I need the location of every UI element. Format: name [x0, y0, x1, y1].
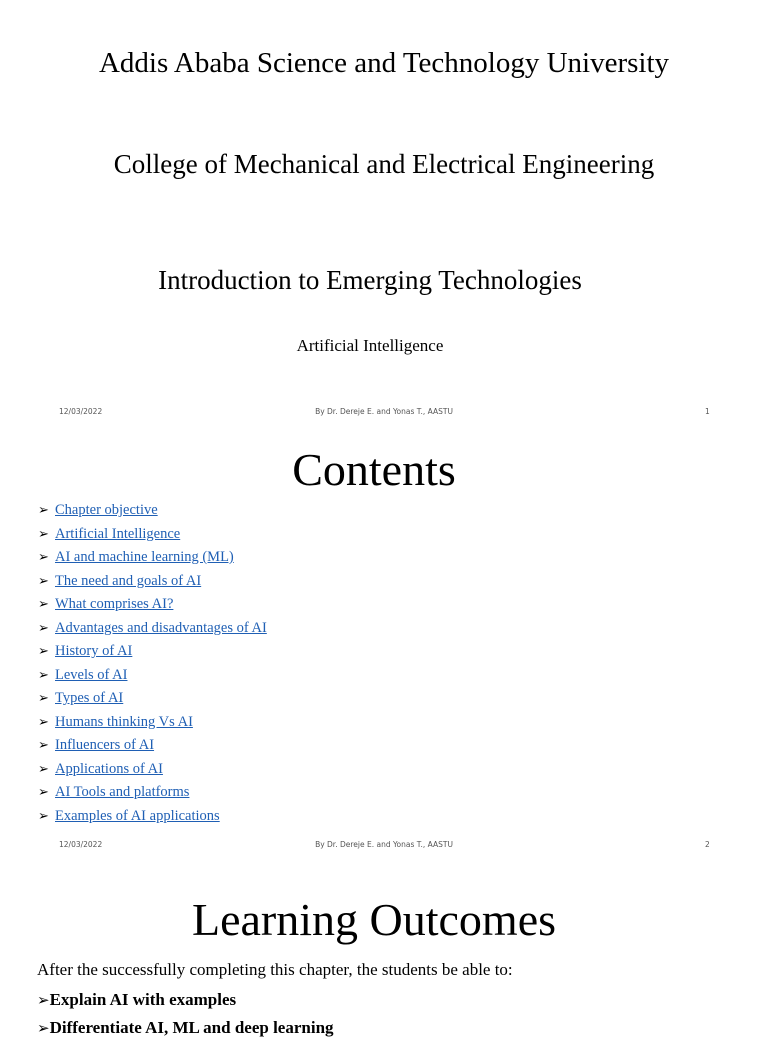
slide-footer [0, 840, 768, 854]
contents-item [38, 782, 267, 806]
learning-outcomes-title: Learning Outcomes [191, 894, 557, 945]
contents-link[interactable]: Types of AI [55, 690, 124, 706]
learning-outcome-text: Explain AI with examples [49, 990, 237, 1009]
contents-link[interactable]: What comprises AI? [55, 596, 174, 612]
contents-item [38, 759, 267, 783]
arrow-bullet-icon: ➢ [38, 785, 49, 800]
learning-outcome-item [37, 986, 334, 1014]
contents-link[interactable]: Influencers of AI [55, 737, 155, 753]
contents-item [38, 688, 267, 712]
arrow-bullet-icon: ➢ [38, 644, 49, 659]
contents-item [38, 735, 267, 759]
contents-title: Contents [292, 444, 456, 495]
contents-link[interactable]: History of AI [55, 643, 133, 659]
arrow-bullet-icon: ➢ [38, 691, 49, 706]
arrow-bullet-icon: ➢ [37, 991, 50, 1009]
arrow-bullet-icon: ➢ [38, 667, 49, 683]
arrow-bullet-icon: ➢ [38, 526, 49, 542]
footer-date: 12/03/2022 [59, 840, 103, 849]
arrow-bullet-icon: ➢ [38, 761, 49, 777]
contents-item [38, 547, 267, 571]
footer-date: 12/03/2022 [59, 407, 103, 416]
contents-link[interactable]: Levels of AI [55, 666, 128, 683]
learning-outcomes-list [37, 986, 334, 1042]
footer-author: By Dr. Dereje E. and Yonas T., AASTU [315, 840, 453, 849]
course-title: Introduction to Emerging Technologies [158, 265, 582, 295]
arrow-bullet-icon: ➢ [37, 1019, 50, 1037]
arrow-bullet-icon: ➢ [38, 808, 49, 824]
page-number: 2 [705, 840, 710, 849]
contents-item [38, 500, 267, 524]
contents-link[interactable]: Examples of AI applications [55, 807, 220, 824]
arrow-bullet-icon: ➢ [38, 714, 49, 730]
contents-list [38, 500, 267, 829]
contents-link[interactable]: The need and goals of AI [55, 572, 202, 589]
page-number: 1 [705, 407, 710, 416]
contents-item [38, 618, 267, 642]
contents-link[interactable]: Artificial Intelligence [55, 525, 181, 542]
learning-outcome-item [37, 1014, 334, 1042]
arrow-bullet-icon: ➢ [38, 597, 49, 612]
contents-item [38, 712, 267, 736]
learning-outcomes-intro: After the successfully completing this chapter, the students be able to: [37, 960, 513, 979]
contents-link[interactable]: AI and machine learning (ML) [55, 549, 234, 565]
contents-link[interactable]: Advantages and disadvantages of AI [55, 619, 267, 636]
arrow-bullet-icon: ➢ [38, 620, 49, 636]
contents-link[interactable]: AI Tools and platforms [55, 784, 190, 800]
slide-footer [0, 407, 768, 421]
contents-item [38, 641, 267, 665]
slide-subtitle: Artificial Intelligence [296, 336, 444, 355]
contents-item [38, 594, 267, 618]
learning-outcome-text: Differentiate AI, ML and deep learning [49, 1018, 334, 1037]
contents-item [38, 571, 267, 595]
arrow-bullet-icon: ➢ [38, 573, 49, 589]
arrow-bullet-icon: ➢ [38, 550, 49, 565]
arrow-bullet-icon: ➢ [38, 503, 49, 518]
arrow-bullet-icon: ➢ [38, 738, 49, 753]
contents-link[interactable]: Chapter objective [55, 502, 158, 518]
university-title: Addis Ababa Science and Technology University [98, 47, 670, 79]
contents-link[interactable]: Humans thinking Vs AI [55, 713, 193, 730]
contents-item [38, 665, 267, 689]
contents-item [38, 806, 267, 830]
college-name: College of Mechanical and Electrical Engineering [113, 149, 655, 179]
contents-link[interactable]: Applications of AI [55, 760, 163, 777]
footer-author: By Dr. Dereje E. and Yonas T., AASTU [315, 407, 453, 416]
contents-item [38, 524, 267, 548]
